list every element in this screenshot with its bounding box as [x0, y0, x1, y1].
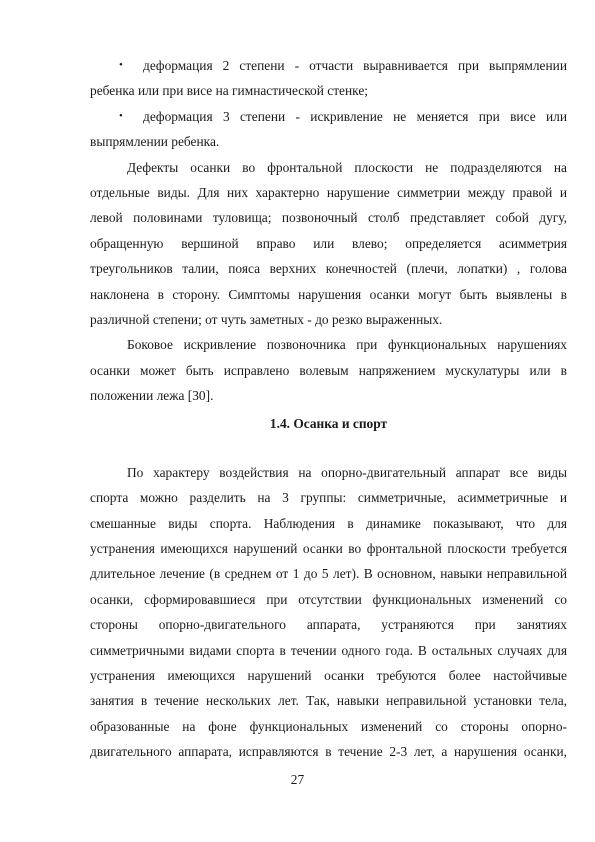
paragraph-line: Боковое искривление позвоночника при функциональных нарушениях	[127, 337, 567, 353]
paragraph-line: двигательного аппарата, исправляются в течение 2-3 лет, а нарушения осанки,	[90, 744, 567, 760]
paragraph-line: занятия в течение нескольких лет. Так, навыки неправильной установки тела,	[90, 693, 567, 709]
paragraph-line: спорта можно разделить на 3 группы: симметричные, асимметричные и	[90, 490, 567, 506]
paragraph-line: устранения имеющихся нарушений осанки требуются более настойчивые	[90, 667, 567, 683]
bullet-line	[90, 53, 567, 78]
paragraph-sport-groups	[90, 460, 567, 765]
paragraph-line: наклонена в сторону. Симптомы нарушения осанки могут быть выявлены в	[90, 286, 567, 302]
page-number: 27	[290, 772, 305, 787]
paragraph-line: смешанные виды спорта. Наблюдения в динамике показывают, что для	[90, 515, 567, 531]
bullet-text: деформация 3 степени - искривление не меняется при висе или	[143, 108, 567, 124]
bullet-icon: •	[119, 59, 123, 71]
bullet-icon: •	[119, 109, 123, 122]
paragraph-line: треугольников талии, пояса верхних конечностей (плечи, лопатки) , голова	[90, 261, 567, 277]
paragraph-line: отдельные виды. Для них характерно нарушение симметрии между правой и	[90, 184, 567, 200]
paragraph-line: длительное лечение (в среднем от 1 до 5 лет). В основном, навыки неправильной	[90, 566, 567, 582]
paragraph-line: По характеру воздействия на опорно-двигательный аппарат все виды	[127, 464, 567, 480]
paragraph-line: положении лежа [30].	[90, 388, 214, 404]
paragraph-line: левой половинами туловища; позвоночный столб представляет собой дугу,	[90, 210, 567, 226]
bullet-continuation: ребенка или при висе на гимнастической стенке;	[90, 83, 368, 99]
bullet-item	[90, 104, 567, 155]
section-heading: 1.4. Осанка и спорт	[269, 416, 388, 432]
bullet-line	[90, 104, 567, 129]
paragraph-line: обращенную вершиной вправо или влево; определяется асимметрия	[90, 235, 567, 251]
bullet-text: деформация 2 степени - отчасти выравнивается при выпрямлении	[143, 58, 567, 73]
paragraph-line: устранения имеющихся нарушений осанки во фронтальной плоскости требуется	[90, 541, 567, 557]
bullet-continuation: выпрямлении ребенка.	[90, 134, 220, 150]
paragraph-line: стороны опорно-двигательного аппарата, устраняются при занятиях	[90, 617, 567, 633]
paragraph-line: образованные на фоне функциональных изменений со стороны опорно-	[90, 718, 567, 734]
paragraph-line: осанки может быть исправлено волевым напряжением мускулатуры или в	[90, 362, 567, 378]
paragraph-frontal-defects	[90, 155, 567, 333]
bullet-item	[90, 53, 567, 104]
paragraph-line: осанки, сформировавшиеся при отсутствии функциональных изменений со	[90, 591, 567, 607]
paragraph-line: Дефекты осанки во фронтальной плоскости не подразделяются на	[127, 159, 567, 175]
body-text	[90, 53, 567, 765]
paragraph-line: различной степени; от чуть заметных - до резко выраженных.	[90, 311, 443, 327]
paragraph-lateral-curvature	[90, 332, 567, 408]
paragraph-line: симметричными видами спорта в течении одного года. В остальных случаях для	[90, 642, 567, 658]
